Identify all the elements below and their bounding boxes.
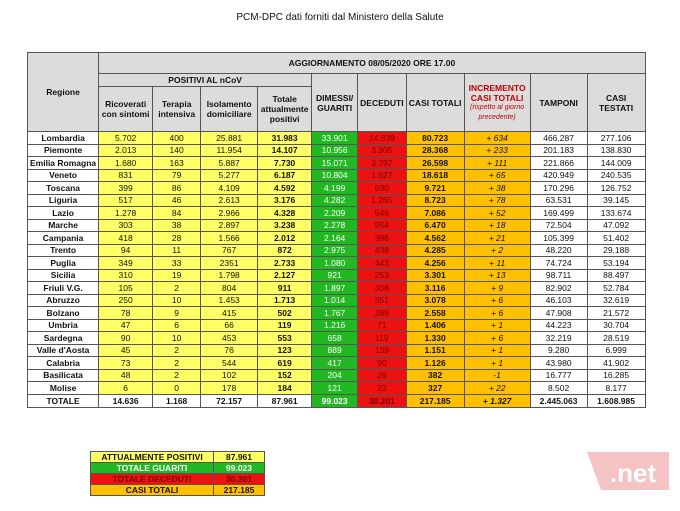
cell-tamponi: 8.502 [530,382,587,395]
cell-isolamento: 1.798 [201,269,258,282]
cell-ricoverati: 303 [99,219,153,232]
cell-dimessi: 1.767 [312,307,358,320]
cell-deceduti: 22 [358,382,406,395]
cell-regione: Molise [28,382,99,395]
total-cell-incremento: + 1.327 [464,394,530,407]
cell-regione: Lazio [28,207,99,220]
cell-incremento: + 21 [464,232,530,245]
cell-dimessi: 417 [312,357,358,370]
cell-casi-testati: 138.830 [587,144,645,157]
cell-casi-totali: 327 [406,382,464,395]
cell-ricoverati: 517 [99,194,153,207]
cell-incremento: + 233 [464,144,530,157]
cell-totale-positivi: 184 [258,382,312,395]
cell-ricoverati: 310 [99,269,153,282]
table-row [28,369,646,382]
header-isolamento: Isolamento domiciliare [201,87,258,132]
summary-row [91,452,265,463]
cell-terapia: 6 [153,319,201,332]
cell-incremento: + 6 [464,294,530,307]
cell-deceduti: 253 [358,269,406,282]
cell-deceduti: 3.305 [358,144,406,157]
header-incremento [464,74,530,132]
cell-regione: Abruzzo [28,294,99,307]
cell-tamponi: 82.902 [530,282,587,295]
cell-incremento: + 22 [464,382,530,395]
cell-terapia: 46 [153,194,201,207]
cell-tamponi: 105.399 [530,232,587,245]
table-row [28,194,646,207]
cell-casi-testati: 47.092 [587,219,645,232]
cell-regione: Toscana [28,182,99,195]
cell-regione: Liguria [28,194,99,207]
cell-deceduti: 930 [358,182,406,195]
header-casi-testati: CASI TESTATI [587,74,645,132]
cell-ricoverati: 399 [99,182,153,195]
cell-totale-positivi: 872 [258,244,312,257]
cell-totale-positivi: 911 [258,282,312,295]
cell-totale-positivi: 31.983 [258,132,312,145]
cell-casi-testati: 144.009 [587,157,645,170]
cell-terapia: 19 [153,269,201,282]
cell-regione: Bolzano [28,307,99,320]
cell-deceduti: 1.627 [358,169,406,182]
cell-regione: Emilia Romagna [28,157,99,170]
cell-tamponi: 420.949 [530,169,587,182]
cell-deceduti: 14.839 [358,132,406,145]
summary-row [91,485,265,496]
cell-tamponi: 98.711 [530,269,587,282]
cell-isolamento: 4.109 [201,182,258,195]
cell-casi-testati: 126.752 [587,182,645,195]
cell-casi-totali: 4.285 [406,244,464,257]
table-row [28,232,646,245]
cell-terapia: 10 [153,294,201,307]
cell-isolamento: 102 [201,369,258,382]
table-row [28,307,646,320]
cell-incremento: + 78 [464,194,530,207]
cell-isolamento: 415 [201,307,258,320]
cell-ricoverati: 831 [99,169,153,182]
cell-tamponi: 47.908 [530,307,587,320]
cell-terapia: 79 [153,169,201,182]
cell-tamponi: 201.183 [530,144,587,157]
cell-casi-totali: 80.723 [406,132,464,145]
cell-isolamento: 178 [201,382,258,395]
table-row [28,157,646,170]
cell-terapia: 163 [153,157,201,170]
cell-ricoverati: 6 [99,382,153,395]
cell-dimessi: 2.975 [312,244,358,257]
cell-casi-testati: 32.619 [587,294,645,307]
cell-dimessi: 889 [312,344,358,357]
cell-casi-testati: 28.519 [587,332,645,345]
cell-regione: Basilicata [28,369,99,382]
cell-casi-totali: 382 [406,369,464,382]
header-tamponi: TAMPONI [530,74,587,132]
cell-totale-positivi: 502 [258,307,312,320]
cell-casi-totali: 18.618 [406,169,464,182]
cell-incremento: + 11 [464,257,530,270]
cell-deceduti: 119 [358,332,406,345]
cell-deceduti: 954 [358,219,406,232]
cell-totale-positivi: 14.107 [258,144,312,157]
cell-ricoverati: 250 [99,294,153,307]
cell-terapia: 2 [153,344,201,357]
cell-casi-testati: 88.497 [587,269,645,282]
cell-ricoverati: 418 [99,232,153,245]
cell-casi-testati: 21.572 [587,307,645,320]
cell-terapia: 11 [153,244,201,257]
header-positivi-group: POSITIVI AL nCoV [99,74,312,87]
cell-dimessi: 15.071 [312,157,358,170]
cell-casi-testati: 16.285 [587,369,645,382]
cell-deceduti: 549 [358,207,406,220]
cell-terapia: 2 [153,357,201,370]
cell-tamponi: 170.296 [530,182,587,195]
cell-deceduti: 90 [358,357,406,370]
cell-isolamento: 1.566 [201,232,258,245]
cell-casi-testati: 8.177 [587,382,645,395]
cell-isolamento: 544 [201,357,258,370]
cell-isolamento: 453 [201,332,258,345]
cell-terapia: 84 [153,207,201,220]
cell-dimessi: 10.804 [312,169,358,182]
cell-regione: Trento [28,244,99,257]
cell-deceduti: 289 [358,307,406,320]
cell-ricoverati: 48 [99,369,153,382]
cell-totale-positivi: 123 [258,344,312,357]
cell-regione: Sicilia [28,269,99,282]
cell-totale-positivi: 3.176 [258,194,312,207]
cell-terapia: 2 [153,369,201,382]
cell-isolamento: 66 [201,319,258,332]
total-cell-tamponi: 2.445.063 [530,394,587,407]
cell-dimessi: 4.199 [312,182,358,195]
cell-tamponi: 32.219 [530,332,587,345]
cell-casi-totali: 1.330 [406,332,464,345]
cell-dimessi: 921 [312,269,358,282]
cell-tamponi: 46.103 [530,294,587,307]
cell-ricoverati: 94 [99,244,153,257]
cell-casi-totali: 7.086 [406,207,464,220]
cell-dimessi: 10.956 [312,144,358,157]
cell-casi-testati: 51.402 [587,232,645,245]
cell-terapia: 86 [153,182,201,195]
header-regione: Regione [28,53,99,132]
cell-dimessi: 1.014 [312,294,358,307]
cell-casi-totali: 9.721 [406,182,464,195]
cell-casi-testati: 41.902 [587,357,645,370]
cell-casi-totali: 2.558 [406,307,464,320]
cell-deceduti: 386 [358,232,406,245]
cell-regione: Umbria [28,319,99,332]
cell-casi-totali: 3.078 [406,294,464,307]
cell-totale-positivi: 1.713 [258,294,312,307]
watermark-text: .net [609,458,657,488]
cell-incremento: + 6 [464,307,530,320]
cell-deceduti: 71 [358,319,406,332]
cell-regione: Friuli V.G. [28,282,99,295]
cell-casi-testati: 53.194 [587,257,645,270]
header-terapia: Terapia intensiva [153,87,201,132]
cell-tamponi: 43.980 [530,357,587,370]
cell-totale-positivi: 619 [258,357,312,370]
cell-casi-testati: 39.145 [587,194,645,207]
header-dimessi: DIMESSI/ GUARITI [312,74,358,132]
cell-casi-testati: 29.188 [587,244,645,257]
cell-deceduti: 139 [358,344,406,357]
cell-casi-totali: 6.470 [406,219,464,232]
cell-casi-testati: 6.999 [587,344,645,357]
cell-casi-testati: 133.674 [587,207,645,220]
table-row [28,132,646,145]
table-row [28,357,646,370]
table-row [28,219,646,232]
summary-value: 99.023 [214,463,265,474]
cell-casi-totali: 3.301 [406,269,464,282]
cell-totale-positivi: 553 [258,332,312,345]
cell-ricoverati: 1.680 [99,157,153,170]
cell-ricoverati: 47 [99,319,153,332]
update-banner: AGGIORNAMENTO 08/05/2020 ORE 17.00 [99,53,645,74]
cell-ricoverati: 78 [99,307,153,320]
cell-isolamento: 804 [201,282,258,295]
cell-tamponi: 72.504 [530,219,587,232]
cell-casi-totali: 28.368 [406,144,464,157]
cell-dimessi: 33.901 [312,132,358,145]
cell-ricoverati: 5.702 [99,132,153,145]
cell-deceduti: 438 [358,244,406,257]
cell-regione: Campania [28,232,99,245]
watermark-logo [583,446,673,494]
cell-deceduti: 443 [358,257,406,270]
cell-deceduti: 1.265 [358,194,406,207]
header-casi-totali: CASI TOTALI [406,74,464,132]
cell-regione: Sardegna [28,332,99,345]
cell-incremento: + 9 [464,282,530,295]
cell-totale-positivi: 7.730 [258,157,312,170]
cell-terapia: 2 [153,282,201,295]
summary-row [91,463,265,474]
cell-regione: Lombardia [28,132,99,145]
cell-dimessi: 121 [312,382,358,395]
cell-incremento: + 1 [464,357,530,370]
cell-casi-testati: 52.784 [587,282,645,295]
cell-totale-positivi: 3.238 [258,219,312,232]
cell-dimessi: 1.216 [312,319,358,332]
summary-value: 87.961 [214,452,265,463]
cell-incremento: + 1 [464,344,530,357]
total-cell-isolamento: 72.157 [201,394,258,407]
cell-casi-totali: 4.256 [406,257,464,270]
cell-incremento: + 1 [464,319,530,332]
cell-regione: Puglia [28,257,99,270]
cell-terapia: 28 [153,232,201,245]
cell-totale-positivi: 6.187 [258,169,312,182]
cell-isolamento: 2.613 [201,194,258,207]
table-row [28,169,646,182]
total-cell-regione: TOTALE [28,394,99,407]
summary-value: 217.185 [214,485,265,496]
header-deceduti: DECEDUTI [358,74,406,132]
summary-table [90,451,265,496]
cell-isolamento: 2.897 [201,219,258,232]
cell-ricoverati: 90 [99,332,153,345]
cell-deceduti: 351 [358,294,406,307]
cell-dimessi: 658 [312,332,358,345]
cell-incremento: + 38 [464,182,530,195]
header-incremento-label: INCREMENTO CASI TOTALI [468,82,526,103]
cell-incremento: + 2 [464,244,530,257]
table-row [28,244,646,257]
cell-isolamento: 25.881 [201,132,258,145]
cell-ricoverati: 45 [99,344,153,357]
table-row [28,332,646,345]
table-row [28,344,646,357]
header-incremento-note: (rispetto al giorno precedente) [470,103,525,121]
summary-label: CASI TOTALI [91,485,214,496]
regional-cases-table [27,52,646,408]
cell-isolamento: 5.277 [201,169,258,182]
cell-tamponi: 63.531 [530,194,587,207]
cell-casi-totali: 1.126 [406,357,464,370]
cell-ricoverati: 1.278 [99,207,153,220]
summary-value: 30.201 [214,474,265,485]
cell-regione: Valle d'Aosta [28,344,99,357]
cell-casi-totali: 3.116 [406,282,464,295]
cell-totale-positivi: 4.328 [258,207,312,220]
cell-terapia: 33 [153,257,201,270]
table-row [28,319,646,332]
cell-totale-positivi: 2.127 [258,269,312,282]
cell-terapia: 9 [153,307,201,320]
cell-casi-testati: 240.535 [587,169,645,182]
cell-ricoverati: 349 [99,257,153,270]
summary-label: ATTUALMENTE POSITIVI [91,452,214,463]
cell-totale-positivi: 152 [258,369,312,382]
cell-ricoverati: 73 [99,357,153,370]
cell-dimessi: 4.282 [312,194,358,207]
cell-ricoverati: 105 [99,282,153,295]
cell-incremento: + 111 [464,157,530,170]
cell-dimessi: 2.209 [312,207,358,220]
table-row [28,257,646,270]
cell-deceduti: 308 [358,282,406,295]
cell-isolamento: 1.453 [201,294,258,307]
total-row [28,394,646,407]
cell-casi-totali: 4.562 [406,232,464,245]
cell-isolamento: 76 [201,344,258,357]
cell-incremento: + 18 [464,219,530,232]
table-row [28,269,646,282]
table-row [28,282,646,295]
total-cell-casi-totali: 217.185 [406,394,464,407]
cell-terapia: 140 [153,144,201,157]
cell-deceduti: 3.797 [358,157,406,170]
header-ricoverati: Ricoverati con sintomi [99,87,153,132]
cell-tamponi: 16.777 [530,369,587,382]
summary-label: TOTALE DECEDUTI [91,474,214,485]
cell-casi-totali: 1.406 [406,319,464,332]
cell-incremento: + 13 [464,269,530,282]
cell-casi-testati: 277.106 [587,132,645,145]
cell-totale-positivi: 2.012 [258,232,312,245]
table-row [28,207,646,220]
cell-tamponi: 9.280 [530,344,587,357]
cell-isolamento: 5.887 [201,157,258,170]
cell-regione: Marche [28,219,99,232]
cell-terapia: 0 [153,382,201,395]
table-row [28,144,646,157]
cell-dimessi: 2.164 [312,232,358,245]
cell-terapia: 38 [153,219,201,232]
cell-totale-positivi: 4.592 [258,182,312,195]
cell-dimessi: 1.080 [312,257,358,270]
cell-ricoverati: 2.013 [99,144,153,157]
cell-regione: Veneto [28,169,99,182]
cell-tamponi: 169.499 [530,207,587,220]
cell-tamponi: 44.223 [530,319,587,332]
cell-tamponi: 48.220 [530,244,587,257]
cell-casi-totali: 1.151 [406,344,464,357]
cell-isolamento: 2351 [201,257,258,270]
cell-incremento: + 634 [464,132,530,145]
cell-casi-totali: 26.598 [406,157,464,170]
cell-dimessi: 204 [312,369,358,382]
table-row [28,382,646,395]
cell-dimessi: 1.897 [312,282,358,295]
summary-row [91,474,265,485]
cell-dimessi: 2.278 [312,219,358,232]
cell-incremento: + 65 [464,169,530,182]
total-cell-casi-testati: 1.608.985 [587,394,645,407]
table-row [28,182,646,195]
cell-incremento: -1 [464,369,530,382]
header-totale-positivi: Totale attualmente positivi [258,87,312,132]
total-cell-totale-positivi: 87.961 [258,394,312,407]
summary-label: TOTALE GUARITI [91,463,214,474]
cell-incremento: + 6 [464,332,530,345]
cell-casi-totali: 8.723 [406,194,464,207]
cell-tamponi: 221.866 [530,157,587,170]
cell-incremento: + 52 [464,207,530,220]
cell-tamponi: 466.287 [530,132,587,145]
total-cell-deceduti: 30.201 [358,394,406,407]
cell-regione: Piemonte [28,144,99,157]
cell-regione: Calabria [28,357,99,370]
cell-isolamento: 2.966 [201,207,258,220]
total-cell-ricoverati: 14.636 [99,394,153,407]
total-cell-dimessi: 99.023 [312,394,358,407]
table-body [28,132,646,408]
table-row [28,294,646,307]
cell-totale-positivi: 119 [258,319,312,332]
cell-isolamento: 11.954 [201,144,258,157]
cell-isolamento: 767 [201,244,258,257]
cell-totale-positivi: 2.733 [258,257,312,270]
cell-tamponi: 74.724 [530,257,587,270]
document-title: PCM-DPC dati forniti dal Ministero della Salute [236,12,444,23]
total-cell-terapia: 1.168 [153,394,201,407]
cell-terapia: 400 [153,132,201,145]
cell-deceduti: 26 [358,369,406,382]
cell-terapia: 10 [153,332,201,345]
cell-casi-testati: 30.704 [587,319,645,332]
